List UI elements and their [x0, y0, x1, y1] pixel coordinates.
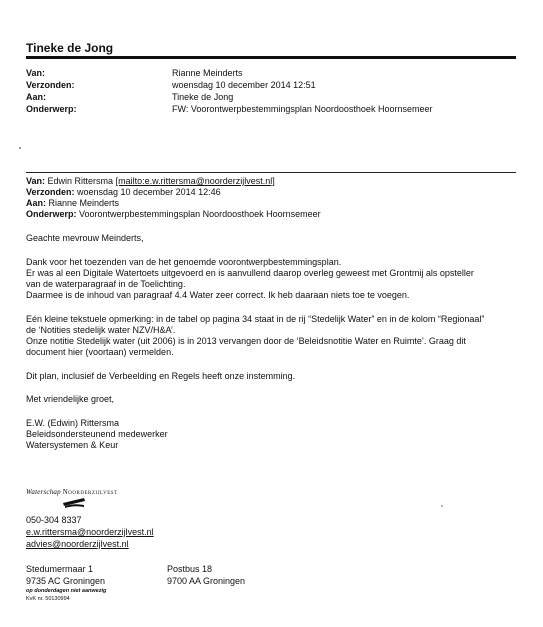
signature-email-advies-link[interactable]: advies@noorderzijlvest.nl: [26, 539, 129, 549]
header-label-to: Aan:: [26, 92, 46, 102]
signature-name: E.W. (Edwin) Rittersma: [26, 418, 120, 428]
signature-department: Watersystemen & Keur: [26, 440, 119, 450]
header-row-from: [26, 68, 506, 79]
greeting: Geachte mevrouw Meinderts,: [26, 233, 144, 243]
header-label-from: Van:: [26, 68, 46, 78]
waterschap-logo-wave-icon: [62, 497, 86, 509]
body-paragraph-1-line-1: Dank voor het toezenden van de het genoemde voorontwerpbestemmingsplan.: [26, 257, 342, 267]
signature-phone: 050-304 8337: [26, 515, 82, 525]
body-paragraph-1-line-3: van de waterparagraaf in de Toelichting.: [26, 279, 186, 289]
forward-subject-line: [26, 209, 321, 220]
signature-absent-note: op donderdagen niet aanwezig: [26, 588, 107, 594]
body-paragraph-2-line-4: document hier (voortaan) vermelden.: [26, 347, 174, 357]
header-label-sent: Verzonden:: [26, 80, 75, 90]
body-paragraph-2-line-1: Eén kleine tekstuele opmerking: in de tabel op pagina 34 staat in de rij “Stedelijk Water” en in de kolom “Regionaal”: [26, 314, 485, 324]
signature-postbus: Postbus 18: [167, 564, 213, 574]
closing-line: Met vriendelijke groet,: [26, 394, 115, 404]
logo-caps: Noorderzijlvest: [62, 488, 118, 496]
body-paragraph-1-line-4: Daarmee is de inhoud van paragraaf 4.4 Water zeer correct. Ik heb daaraan niets toe te voegen.: [26, 290, 410, 300]
forward-from-value: Edwin Rittersma: [47, 176, 116, 186]
signature-role: Beleidsondersteunend medewerker: [26, 429, 168, 439]
signature-postbus-city: 9700 AA Groningen: [167, 576, 246, 586]
scan-speck: [19, 147, 21, 149]
forward-sent-line: [26, 187, 221, 198]
forward-sent-value: woensdag 10 december 2014 12:46: [74, 187, 221, 197]
forward-to-value: Rianne Meinderts: [46, 198, 120, 208]
signature-street: Stedumermaar 1: [26, 564, 94, 574]
body-paragraph-1-line-2: Er was al een Digitale Watertoets uitgevoerd en is aanvullend daarop overleg geweest met Grontmij als opsteller: [26, 268, 474, 278]
forward-sent-label: Verzonden:: [26, 187, 75, 197]
header-value-sent: woensdag 10 december 2014 12:51: [172, 80, 316, 90]
header-row-to: [26, 92, 506, 103]
body-paragraph-2-line-3: Onze notitie Stedelijk water (uit 2006) is in 2013 vervangen door de ‘Beleidsnotitie Water en Ruimte’. Graag dit: [26, 336, 466, 346]
forward-from-line: [26, 176, 275, 187]
header-row-sent: [26, 80, 506, 91]
forward-mailto-link[interactable]: [mailto:e.w.rittersma@noorderzijlvest.nl]: [115, 176, 275, 186]
header-label-subject: Onderwerp:: [26, 104, 77, 114]
header-value-from: Rianne Meinderts: [172, 68, 243, 78]
signature-kvk: KvK nr. 50130994: [26, 596, 70, 602]
signature-email-personal-link[interactable]: e.w.rittersma@noorderzijlvest.nl: [26, 527, 154, 537]
forward-subject-value: Voorontwerpbestemmingsplan Noordoosthoek Hoornsemeer: [76, 209, 321, 219]
body-paragraph-2-line-2: de ‘Notities stedelijk water NZV/H&A’.: [26, 325, 176, 335]
signature-city: 9735 AC Groningen: [26, 576, 106, 586]
header-divider-thick: [26, 56, 516, 59]
header-row-subject: [26, 104, 506, 115]
forward-to-label: Aan:: [26, 198, 46, 208]
forward-divider: [26, 172, 516, 173]
scan-speck-right: [441, 505, 443, 507]
header-value-to: Tineke de Jong: [172, 92, 234, 102]
forward-from-label: Van:: [26, 176, 46, 186]
header-value-subject: FW: Voorontwerpbestemmingsplan Noordoosthoek Hoornsemeer: [172, 104, 433, 114]
forward-subject-label: Onderwerp:: [26, 209, 77, 219]
body-paragraph-3: Dit plan, inclusief de Verbeelding en Regels heeft onze instemming.: [26, 371, 296, 381]
sender-name-title: Tineke de Jong: [26, 41, 114, 55]
forward-to-line: [26, 198, 119, 209]
logo-word: Waterschap: [26, 488, 61, 496]
